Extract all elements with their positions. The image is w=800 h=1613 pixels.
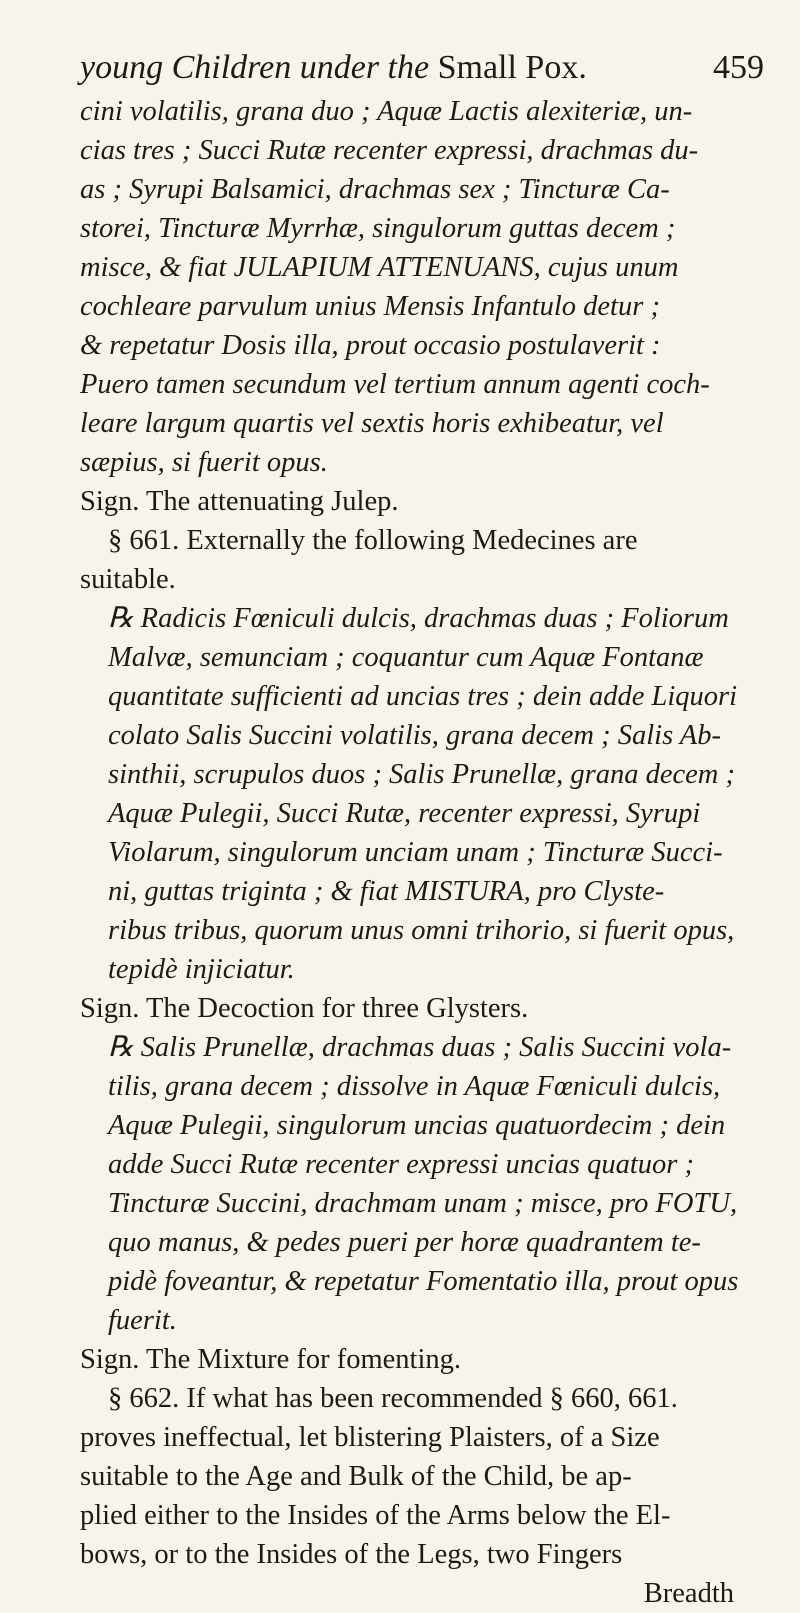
text-line: proves ineffectual, let blistering Plaisters, of a Size [80,1422,660,1453]
text-line: suitable to the Age and Bulk of the Child, be ap- [80,1461,632,1492]
sign-line: Sign. The Decoction for three Glysters. [80,993,529,1024]
text-line: pidè foveantur, & repetatur Fomentatio illa, prout opus [108,1266,739,1297]
text-line: Violarum, singulorum unciam unam ; Tincturæ Succi- [108,837,723,868]
text-line: cini volatilis, grana duo ; Aquæ Lactis alexiteriæ, un- [80,96,693,127]
section-line: § 661. Externally the following Medecines are [108,525,638,556]
text-line: ni, guttas triginta ; & fiat MISTURA, pro Clyste- [108,876,665,907]
text-line: colato Salis Succini volatilis, grana decem ; Salis Ab- [108,720,721,751]
recipe-line: ℞ Salis Prunellæ, drachmas duas ; Salis Succini vola- [108,1032,732,1063]
catchword: Breadth [643,1578,734,1609]
sign-line: Sign. The Mixture for fomenting. [80,1344,462,1375]
text-line: suitable. [80,564,176,595]
text-line: ribus tribus, quorum unus omni trihorio, si fuerit opus, [108,915,735,946]
text-line: quantitate sufficienti ad uncias tres ; dein adde Liquori [108,681,738,712]
running-title-roman: Small Pox. [437,49,587,86]
text-line: quo manus, & pedes pueri per horæ quadrantem te- [108,1227,701,1258]
text-line: tepidè injiciatur. [108,954,295,985]
text-line: misce, & fiat JULAPIUM ATTENUANS, cujus unum [80,252,679,283]
text-line: storei, Tincturæ Myrrhæ, singulorum guttas decem ; [80,213,676,244]
sign-line: Sign. The attenuating Julep. [80,486,399,517]
text-line: sinthii, scrupulos duos ; Salis Prunellæ, grana decem ; [108,759,735,790]
section-line: § 662. If what has been recommended § 660, 661. [108,1383,678,1414]
page-number: 459 [713,49,764,86]
text-line: bows, or to the Insides of the Legs, two Fingers [80,1539,623,1570]
recipe-line: ℞ Radicis Fœniculi dulcis, drachmas duas ; Foliorum [108,603,729,634]
running-header [80,44,764,92]
text-line: cias tres ; Succi Rutæ recenter expressi, drachmas du- [80,135,699,166]
text-line: adde Succi Rutæ recenter expressi uncias quatuor ; [108,1149,694,1180]
text-line: & repetatur Dosis illa, prout occasio postulaverit : [80,330,661,361]
body-text [80,92,764,1613]
text-line: Puero tamen secundum vel tertium annum agenti coch- [80,369,710,400]
text-line: as ; Syrupi Balsamici, drachmas sex ; Tincturæ Ca- [80,174,670,205]
text-line: Malvæ, semunciam ; coquantur cum Aquæ Fontanæ [108,642,704,673]
running-title-italic: young Children under the [80,49,430,86]
text-line: cochleare parvulum unius Mensis Infantulo detur ; [80,291,660,322]
text-line: tilis, grana decem ; dissolve in Aquæ Fœniculi dulcis, [108,1071,721,1102]
text-line: Aquæ Pulegii, singulorum uncias quatuordecim ; dein [108,1110,726,1141]
text-line: sæpius, si fuerit opus. [80,447,328,478]
text-line: Tincturæ Succini, drachmam unam ; misce, pro FOTU, [108,1188,738,1219]
text-line: Aquæ Pulegii, Succi Rutæ, recenter expressi, Syrupi [108,798,701,829]
text-line: leare largum quartis vel sextis horis exhibeatur, vel [80,408,664,439]
text-line: plied either to the Insides of the Arms below the El- [80,1500,671,1531]
running-title [80,49,587,86]
text-line: fuerit. [108,1305,177,1336]
